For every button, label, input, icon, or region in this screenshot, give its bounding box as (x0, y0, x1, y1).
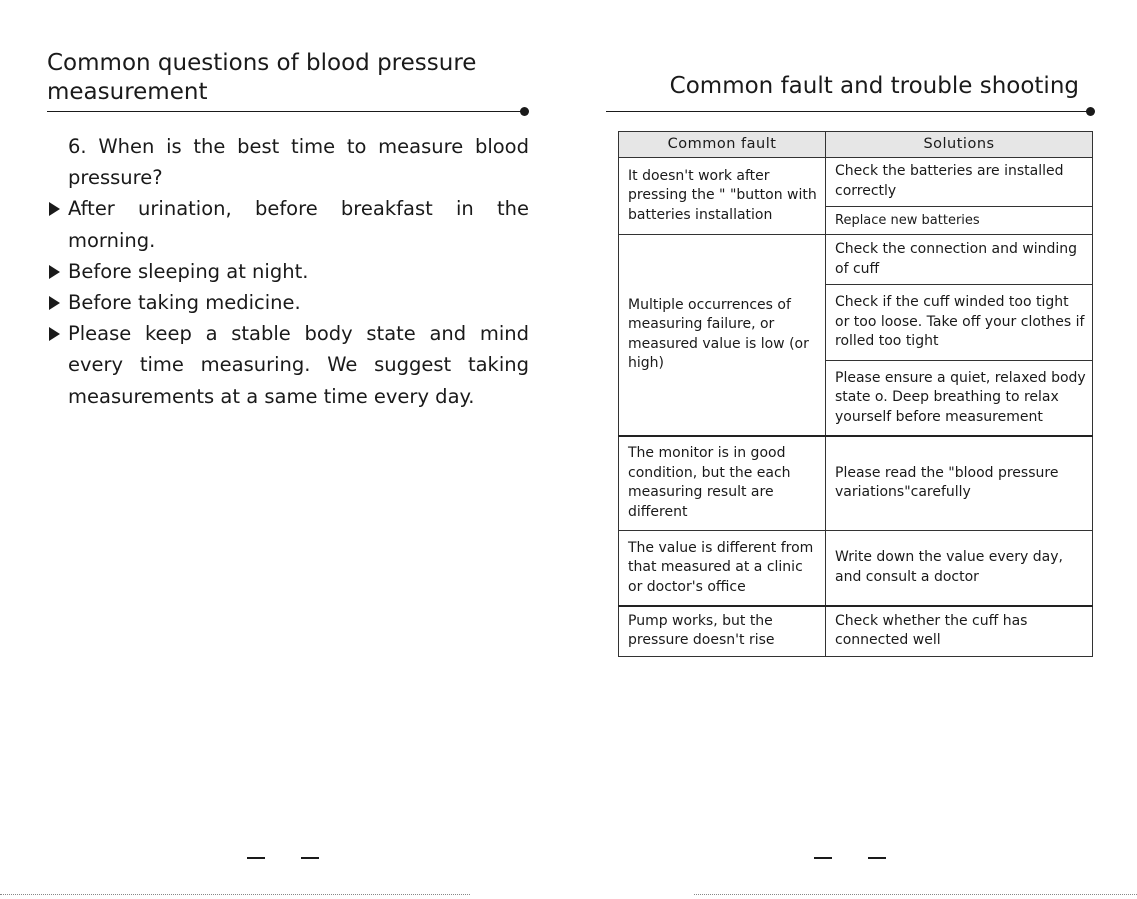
bullet-item (47, 256, 529, 287)
bottom-edge-strip (0, 894, 470, 895)
triangle-bullet-icon (49, 327, 60, 341)
fault-cell: The monitor is in good condition, but the each measuring result are different (619, 436, 826, 531)
page-number-mark (814, 857, 832, 859)
triangle-bullet-icon (49, 202, 60, 216)
table-header-row (619, 132, 1093, 158)
table-row (619, 235, 1093, 285)
table-row (619, 157, 1093, 206)
fault-cell: The value is different from that measured at a clinic or doctor's office (619, 531, 826, 606)
solution-cell: Check the batteries are installed correctly (826, 157, 1093, 206)
rule-dot-icon (1086, 107, 1095, 116)
page-number-mark (868, 857, 886, 859)
table-row (619, 606, 1093, 657)
fault-table (618, 131, 1093, 657)
bullet-text: Before sleeping at night. (68, 259, 309, 283)
question-text: 6. When is the best time to measure blood pressure? (68, 135, 529, 190)
bullet-item (47, 318, 529, 412)
right-page (568, 0, 1137, 899)
fault-cell: Multiple occurrences of measuring failure, or measured value is low (or high) (619, 235, 826, 436)
bullet-item (47, 287, 529, 318)
left-page-title: Common questions of blood pressure measurement (47, 50, 477, 105)
faq-content (47, 131, 529, 412)
left-page (0, 0, 568, 899)
page-number-mark (301, 857, 319, 859)
page-number-mark (247, 857, 265, 859)
fault-cell: It doesn't work after pressing the " "button with batteries installation (619, 157, 826, 235)
bullet-text: Before taking medicine. (68, 291, 301, 315)
bullet-item (47, 193, 529, 255)
bullet-text: After urination, before breakfast in the morning. (68, 197, 529, 252)
triangle-bullet-icon (49, 265, 60, 279)
fault-cell: Pump works, but the pressure doesn't rise (619, 606, 826, 657)
triangle-bullet-icon (49, 296, 60, 310)
solution-cell: Check whether the cuff has connected well (826, 606, 1093, 657)
header-common-fault: Common fault (619, 132, 826, 158)
solution-cell: Check if the cuff winded too tight or too loose. Take off your clothes if rolled too tight (826, 285, 1093, 361)
table-row (619, 436, 1093, 531)
solution-cell: Please read the "blood pressure variations"carefully (826, 436, 1093, 531)
solution-cell: Write down the value every day, and consult a doctor (826, 531, 1093, 606)
title-rule (47, 111, 524, 112)
solution-cell: Please ensure a quiet, relaxed body state o. Deep breathing to relax yourself before measurement (826, 361, 1093, 436)
bullet-text: Please keep a stable body state and mind every time measuring. We suggest taking measurements at a same time every day. (68, 322, 529, 408)
rule-dot-icon (520, 107, 529, 116)
solution-cell: Replace new batteries (826, 206, 1093, 235)
bottom-edge-strip (694, 894, 1137, 895)
table-row (619, 531, 1093, 606)
right-page-title: Common fault and trouble shooting (669, 73, 1079, 99)
solution-cell: Check the connection and winding of cuff (826, 235, 1093, 285)
title-rule (606, 111, 1090, 112)
header-solutions: Solutions (826, 132, 1093, 158)
